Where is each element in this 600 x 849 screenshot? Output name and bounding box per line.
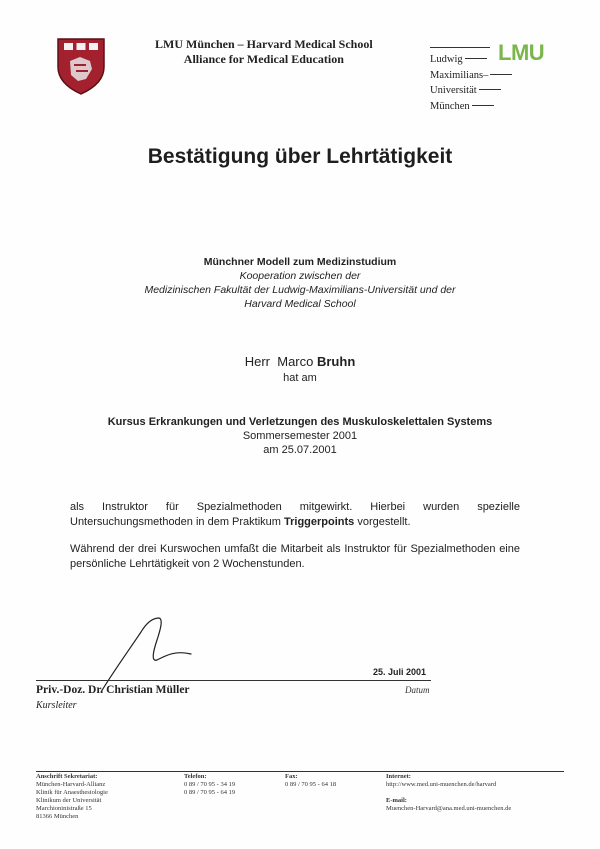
footer-internet-heading: Internet: <box>386 773 411 780</box>
lmu-logo: LMU <box>498 40 545 65</box>
program-line-2: Medizinischen Fakultät der Ludwig-Maximilians-Universität und der <box>144 284 456 296</box>
lmu-name-lines <box>430 52 512 114</box>
lmu-line: Maximilians– <box>430 68 512 84</box>
footer-internet <box>386 773 511 813</box>
footer-address-line: München-Harvard-Allianz <box>36 781 106 788</box>
first-name: Marco <box>277 354 314 369</box>
course-date: am 25.07.2001 <box>263 444 337 456</box>
paragraph-1 <box>70 500 520 529</box>
paragraph-1-text: als Instruktor für Spezialmethoden mitgewirkt. Hierbei wurden spezielle Untersuchungsmethoden in dem Praktikum <box>70 501 520 528</box>
alliance-line-1: LMU München – Harvard Medical School <box>155 37 373 51</box>
footer-phone-line: 0 89 / 70 95 - 34 19 <box>184 781 236 788</box>
course-semester: Sommersemester 2001 <box>242 430 358 442</box>
document-title: Bestätigung über Lehrtätigkeit <box>147 145 453 168</box>
program-line-1: Kooperation zwischen der <box>239 270 361 282</box>
footer-phone-heading: Telefon: <box>184 773 207 780</box>
paragraph-1-end: vorgestellt. <box>354 515 411 528</box>
footer-fax <box>285 773 336 789</box>
signature-line <box>36 680 431 681</box>
lmu-line: Universität <box>430 83 512 99</box>
footer-address-line: Klinikum der Universität <box>36 797 102 804</box>
signature-date: 25. Juli 2001 <box>373 667 427 677</box>
paragraph-2: Während der drei Kurswochen umfaßt die Mitarbeit als Instruktor für Spezialmethoden eine persönliche Lehrtätigkeit von 2 Wochenstunden. <box>70 543 520 570</box>
footer-internet-link[interactable]: http://www.med.uni-muenchen.de/harvard <box>386 781 497 788</box>
footer-phone-line: 0 89 / 70 95 - 64 19 <box>184 789 236 796</box>
signer-name: Priv.-Doz. Dr. Christian Müller <box>36 684 190 696</box>
lmu-line: Ludwig <box>430 52 512 68</box>
program-heading: Münchner Modell zum Medizinstudium <box>203 256 397 268</box>
footer-email-link[interactable]: Muenchen-Harvard@ana.med.uni-muenchen.de <box>386 805 512 812</box>
footer-address <box>36 773 108 821</box>
footer-fax-heading: Fax: <box>285 773 298 780</box>
footer-fax-line: 0 89 / 70 95 - 64 18 <box>285 781 337 788</box>
footer-address-line: 81366 München <box>36 813 79 820</box>
footer-address-line: Marchioninistraße 15 <box>36 805 92 812</box>
lmu-rule <box>430 47 490 48</box>
alliance-header <box>155 37 373 67</box>
course-name: Kursus Erkrankungen und Verletzungen des Muskuloskelettalen Systems <box>107 416 493 428</box>
recipient-block <box>0 353 600 387</box>
signer-role: Kursleiter <box>36 700 77 711</box>
footer-email-heading: E-mail: <box>386 797 407 804</box>
last-name: Bruhn <box>316 354 356 369</box>
lmu-line: München <box>430 99 512 115</box>
harvard-shield-icon <box>56 37 106 95</box>
hat-am-text: hat am <box>283 372 317 384</box>
footer-address-line: Klinik für Anaesthesiologie <box>36 789 108 796</box>
salutation: Herr <box>244 354 270 369</box>
date-label: Datum <box>405 685 430 695</box>
program-line-3: Harvard Medical School <box>244 298 356 310</box>
practicum-name: Triggerpoints <box>284 515 355 528</box>
lmu-block <box>430 40 560 115</box>
signature-scribble-icon <box>95 610 215 695</box>
alliance-line-2: Alliance for Medical Education <box>183 52 344 66</box>
footer-address-heading: Anschrift Sekretariat: <box>36 773 98 780</box>
footer-phone <box>184 773 235 797</box>
course-block <box>0 415 600 457</box>
recipient-name <box>0 353 600 370</box>
program-block <box>0 255 600 311</box>
footer-rule <box>36 771 564 772</box>
